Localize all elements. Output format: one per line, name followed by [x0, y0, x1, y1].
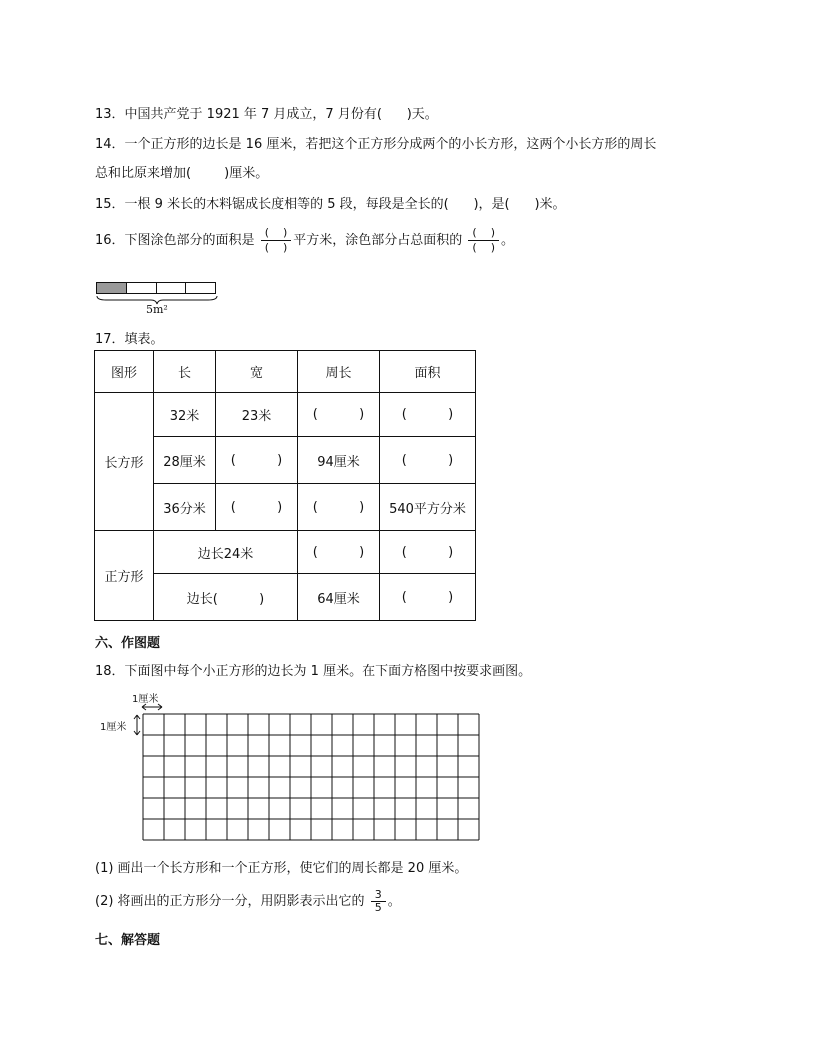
fraction-denominator[interactable]: ( ): [264, 241, 288, 254]
dimension-label-vertical: 1厘米: [100, 722, 127, 733]
shape-label-rectangle: 长方形: [95, 393, 154, 531]
question-13: [95, 103, 438, 122]
table-cell: 540平方分米: [380, 484, 476, 531]
answer-blank[interactable]: [510, 197, 535, 212]
double-arrow-vertical-icon: [133, 713, 141, 737]
answer-cell[interactable]: ( ): [298, 393, 380, 437]
answer-cell[interactable]: ( ): [298, 484, 380, 531]
question-14-post: )厘米。: [224, 166, 269, 181]
question-18-1: (1) 画出一个长方形和一个正方形，使它们的周长都是 20 厘米。: [95, 861, 468, 876]
answer-blank[interactable]: [449, 197, 474, 212]
square-grid[interactable]: [142, 713, 480, 841]
fraction-blank-1[interactable]: [261, 226, 292, 255]
table-cell: 边长24米: [154, 531, 298, 574]
answer-cell[interactable]: ( ): [216, 437, 298, 484]
answer-blank[interactable]: [382, 107, 407, 122]
answer-cell[interactable]: 边长( ): [154, 574, 298, 621]
table-cell: 32米: [154, 393, 216, 437]
table-header: 宽: [216, 351, 298, 393]
question-15-pre: 15．一根 9 米长的木料锯成长度相等的 5 段，每段是全长的(: [95, 197, 449, 212]
table-cell: 94厘米: [298, 437, 380, 484]
question-16: [95, 226, 514, 255]
bar-segment: [157, 283, 187, 293]
fraction-numerator: 3: [371, 889, 386, 902]
fraction-numerator[interactable]: ( ): [468, 226, 499, 241]
shaded-segment: [97, 283, 127, 293]
question-18: 18．下面图中每个小正方形的边长为 1 厘米。在下面方格图中按要求画图。: [95, 664, 532, 679]
table-cell: 64厘米: [298, 574, 380, 621]
section-heading-7: 七、解答题: [95, 933, 161, 948]
table-header: 图形: [95, 351, 154, 393]
answer-cell[interactable]: ( ): [380, 393, 476, 437]
table-header: 长: [154, 351, 216, 393]
fraction-denominator: 5: [374, 901, 382, 914]
answer-cell[interactable]: ( ): [380, 531, 476, 574]
answer-cell[interactable]: ( ): [298, 531, 380, 574]
question-13-tail: )天。: [406, 107, 438, 122]
fraction-numerator[interactable]: ( ): [261, 226, 292, 241]
fraction-three-fifths: [371, 889, 386, 914]
double-arrow-horizontal-icon: [140, 703, 164, 711]
table-cell: 23米: [216, 393, 298, 437]
question-18-2-post: 。: [387, 894, 401, 909]
dimension-label-horizontal: 1厘米: [132, 694, 159, 705]
question-18-2: [95, 889, 401, 914]
bar-area-label: 5m²: [146, 303, 168, 316]
answer-cell[interactable]: ( ): [380, 574, 476, 621]
table-cell: 36分米: [154, 484, 216, 531]
fill-in-table: [94, 350, 476, 621]
answer-cell[interactable]: ( ): [216, 484, 298, 531]
table-cell: 28厘米: [154, 437, 216, 484]
question-16-post: 。: [501, 233, 515, 248]
fraction-blank-2[interactable]: [468, 226, 499, 255]
bar-segment: [127, 283, 157, 293]
question-14-line2: [95, 162, 268, 181]
question-14-pre: 总和比原来增加(: [95, 166, 192, 181]
table-header: 周长: [298, 351, 380, 393]
question-14-line1: 14．一个正方形的边长是 16 厘米，若把这个正方形分成两个的小长方形，这两个小长方形的周长: [95, 137, 657, 152]
section-heading-6: 六、作图题: [95, 636, 161, 651]
table-header: 面积: [380, 351, 476, 393]
answer-cell[interactable]: ( ): [380, 437, 476, 484]
shape-label-square: 正方形: [95, 531, 154, 621]
question-16-pre: 16．下图涂色部分的面积是: [95, 233, 255, 248]
question-18-2-pre: (2) 将画出的正方形分一分，用阴影表示出它的: [95, 894, 365, 909]
question-13-text: 13．中国共产党于 1921 年 7 月成立，7 月份有(: [95, 107, 382, 122]
fraction-denominator[interactable]: ( ): [472, 241, 495, 254]
question-15-mid: )，是(: [473, 197, 510, 212]
bar-segment: [186, 283, 215, 293]
area-bar-figure: [96, 282, 216, 294]
question-15-post: )米。: [534, 197, 566, 212]
question-15: [95, 193, 566, 212]
answer-blank[interactable]: [191, 166, 224, 181]
question-17-title: 17．填表。: [95, 332, 164, 347]
question-16-mid: 平方米，涂色部分占总面积的: [293, 233, 463, 248]
